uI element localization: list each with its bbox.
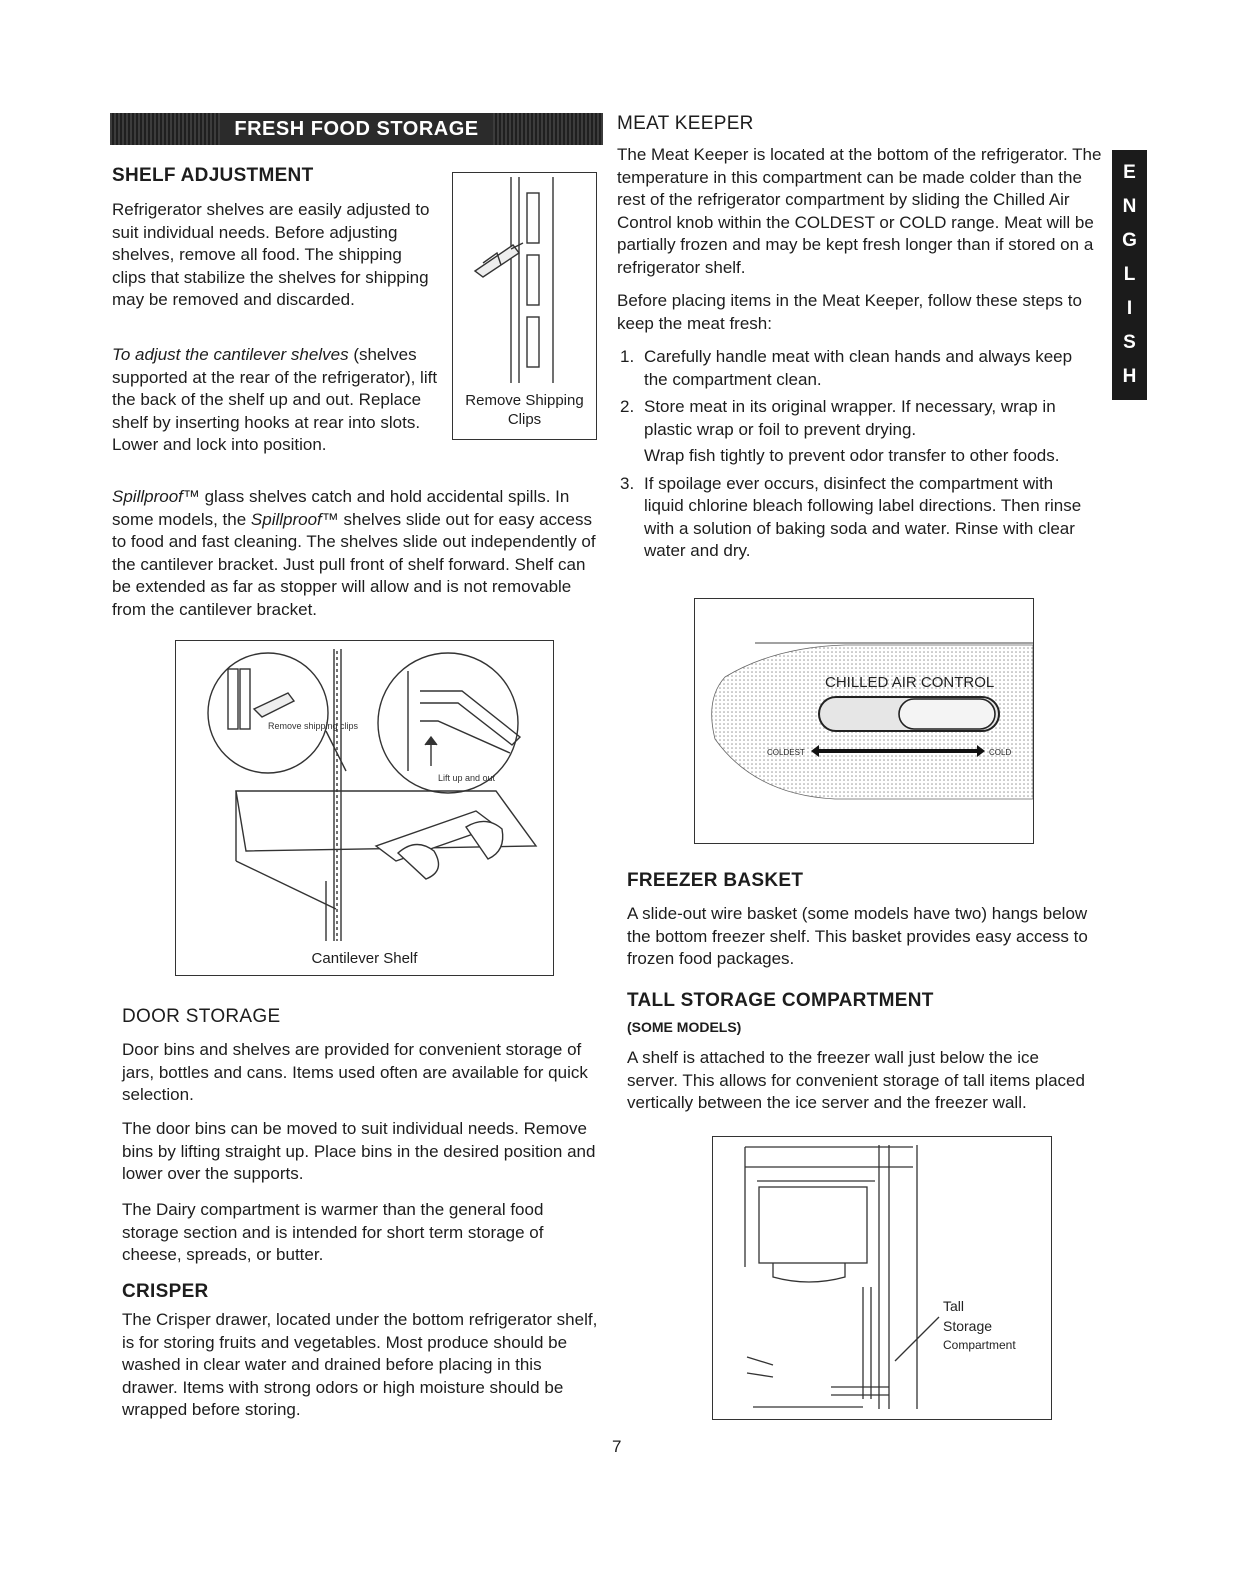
- chilled-air-control-illustration: [695, 599, 1033, 843]
- meat-step-2: [620, 396, 1092, 468]
- coldest-label: COLDEST: [767, 748, 805, 757]
- side-tab-letter: L: [1123, 264, 1136, 285]
- side-tab-letter: I: [1126, 298, 1133, 319]
- meat-step-2-number: 2.: [620, 397, 635, 416]
- crisper-heading: CRISPER: [122, 1281, 209, 1302]
- spillproof-text-1: glass shelves catch and hold accidental spills. In some models, the: [112, 487, 570, 529]
- banner-title: FRESH FOOD STORAGE: [234, 117, 479, 140]
- shelf-para-2-body: (shelves supported at the rear of the refrigerator), lift the back of the shelf up and out. Replace shelf by inserting hooks at rear into slots. Lower and lock into position.: [112, 345, 438, 454]
- freezer-basket-heading: FREEZER BASKET: [627, 870, 804, 891]
- tall-para-1: A shelf is attached to the freezer wall just below the ice server. This allows for convenient storage of tall items placed vertically between the ice server and the freezer wall.: [627, 1048, 1085, 1112]
- meat-para-2: Before placing items in the Meat Keeper, follow these steps to keep the meat fresh:: [617, 291, 1082, 333]
- tall-label-line-3: Compartment: [943, 1338, 1016, 1352]
- meat-step-1-text: Carefully handle meat with clean hands and always keep the compartment clean.: [644, 347, 1073, 389]
- page-number: 7: [612, 1437, 622, 1456]
- spillproof-brand: Spillproof™: [112, 487, 200, 506]
- crisper-para-1: The Crisper drawer, located under the bottom refrigerator shelf, is for storing fruits and vegetables. Most produce should be washed in clear water and drained before placing in this drawer. Items with strong odors or high moisture should be wrapped before storing.: [122, 1310, 598, 1419]
- meat-step-3-text: If spoilage ever occurs, disinfect the compartment with liquid chlorine bleach following label directions. Then rinse with a solution of baking soda and water. Rinse with clear water and dry.: [644, 473, 1082, 560]
- meat-step-1: [620, 346, 1092, 391]
- tall-storage-figure: [712, 1136, 1052, 1420]
- door-para-1: Door bins and shelves are provided for convenient storage of jars, bottles and cans. Items used often are available for quick selection.: [122, 1040, 588, 1104]
- freezer-para-1: A slide-out wire basket (some models have two) hangs below the bottom freezer shelf. This basket provides easy access to frozen food packages.: [627, 904, 1088, 968]
- spillproof-brand-2: Spillproof™: [250, 509, 339, 529]
- door-storage-heading: DOOR STORAGE: [122, 1006, 281, 1027]
- shelf-para-2: [112, 344, 440, 457]
- side-tab-letter: G: [1122, 230, 1137, 251]
- tall-storage-heading: TALL STORAGE COMPARTMENT: [627, 990, 934, 1011]
- tall-storage-subtitle: (SOME MODELS): [627, 1019, 742, 1035]
- shipping-clips-figure: [452, 172, 597, 440]
- lift-up-callout: Lift up and out: [438, 773, 496, 783]
- tall-label-line-1: Tall: [943, 1298, 965, 1314]
- side-tab-letter: E: [1123, 162, 1136, 183]
- chilled-air-control-figure: [694, 598, 1034, 844]
- side-tab-letter: S: [1123, 332, 1136, 353]
- side-tab-letter: H: [1122, 366, 1137, 387]
- shelf-para-1: Refrigerator shelves are easily adjusted to suit individual needs. Before adjusting shelves, remove all food. The shipping clips that stabilize the shelves for shipping may be removed and discarded.: [112, 200, 430, 309]
- spillproof-text-2: shelves slide out for easy access to food and fast cleaning. The shelves slide out independently of the cantilever bracket. Just pull front of shelf forward. Shelf can be extended as far as stopper will allow and is not removable from the cantilever bracket.: [112, 509, 596, 619]
- side-tab-letter: N: [1122, 196, 1137, 217]
- shelf-adjustment-heading: SHELF ADJUSTMENT: [112, 165, 314, 186]
- cantilever-shelf-caption: Cantilever Shelf: [311, 950, 418, 967]
- door-para-2: The door bins can be moved to suit individual needs. Remove bins by lifting straight up. Place bins in the desired position and lower over the supports.: [122, 1119, 596, 1183]
- meat-keeper-heading: MEAT KEEPER: [617, 113, 754, 134]
- door-para-3: The Dairy compartment is warmer than the general food storage section and is intended for short term storage of cheese, spreads, or butter.: [122, 1200, 544, 1264]
- shelf-para-2-lead: To adjust the cantilever shelves: [112, 345, 349, 364]
- meat-step-2-extra: Wrap fish tightly to prevent odor transfer to other foods.: [644, 446, 1060, 465]
- language-side-tab: [1112, 150, 1147, 400]
- shipping-clips-illustration: [453, 173, 596, 395]
- cantilever-shelf-illustration: [176, 641, 553, 946]
- meat-step-2-text: Store meat in its original wrapper. If necessary, wrap in plastic wrap or foil to prevent drying.: [644, 397, 1056, 439]
- tall-label-line-2: Storage: [943, 1318, 993, 1334]
- meat-step-1-number: 1.: [620, 347, 635, 366]
- cold-label: COLD: [989, 748, 1012, 757]
- tall-storage-illustration: [713, 1137, 1051, 1419]
- chilled-air-control-label: CHILLED AIR CONTROL: [825, 674, 995, 691]
- remove-clips-callout: Remove shipping clips: [268, 721, 359, 731]
- meat-step-3: [620, 473, 1092, 563]
- shelf-para-3: [112, 486, 600, 621]
- cantilever-shelf-figure: [175, 640, 554, 976]
- section-banner: [110, 113, 603, 145]
- meat-step-3-number: 3.: [620, 473, 635, 493]
- meat-para-1: The Meat Keeper is located at the bottom of the refrigerator. The temperature in this compartment can be made colder than the rest of the refrigerator compartment by sliding the Chilled Air Control knob within the COLDEST or COLD range. Meat will be partially frozen and may be kept fresh longer than if stored on a refrigerator shelf.: [617, 145, 1102, 277]
- shipping-clips-caption: Remove Shipping Clips: [465, 392, 584, 428]
- meat-steps-list: [620, 346, 1092, 568]
